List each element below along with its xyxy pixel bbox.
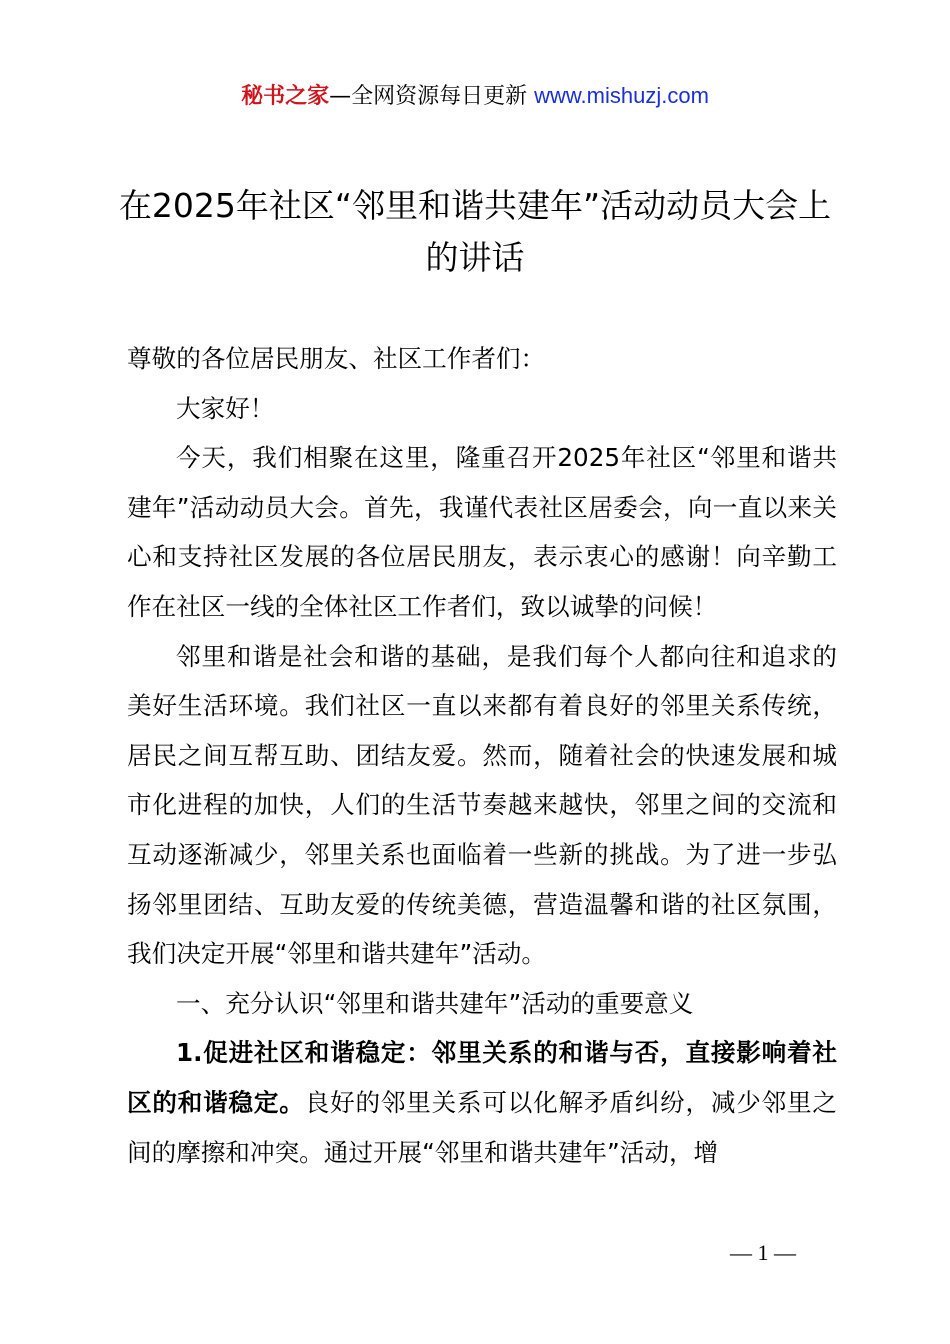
document-title: 在2025年社区“邻里和谐共建年”活动动员大会上的讲话 <box>118 186 832 277</box>
site-header <box>0 80 950 113</box>
site-url-link[interactable]: www.mishuzj.com <box>534 83 709 108</box>
site-tagline: —全网资源每日更新 <box>329 84 528 109</box>
site-brand: 秘书之家 <box>241 84 330 109</box>
point-1-paragraph <box>127 1028 837 1177</box>
document-body <box>127 334 837 1177</box>
point-1-text: 良好的邻里关系可以化解矛盾纠纷，减少邻里之间的摩擦和冲突。通过开展“邻里和谐共建年”活动，增 <box>127 1087 837 1167</box>
salutation: 尊敬的各位居民朋友、社区工作者们： <box>127 344 546 373</box>
point-1-bold-lead: 1.促进社区和谐稳定：邻里关系的和谐与否，直接影响着社区的和谐稳定。 <box>127 1038 837 1117</box>
opening-paragraph: 今天，我们相聚在这里，隆重召开2025年社区“邻里和谐共建年”活动动员大会。首先，我谨代表社区居委会，向一直以来关心和支持社区发展的各位居民朋友，表示衷心的感谢！向辛勤工作在社区一线的全体社区工作者们，致以诚挚的问候！ <box>127 443 837 621</box>
page-number: — 1 — <box>730 1240 796 1265</box>
greeting-paragraph: 大家好！ <box>176 393 275 423</box>
section-heading-1: 一、充分认识“邻里和谐共建年”活动的重要意义 <box>176 988 694 1018</box>
background-paragraph: 邻里和谐是社会和谐的基础，是我们每个人都向往和追求的美好生活环境。我们社区一直以来都有着良好的邻里关系传统，居民之间互帮互助、团结友爱。然而，随着社会的快速发展和城市化进程的加快，人们的生活节奏越来越快，邻里之间的交流和互动逐渐减少，邻里关系也面临着一些新的挑战。为了进一步弘扬邻里团结、互助友爱的传统美德，营造温馨和谐的社区氛围，我们决定开展“邻里和谐共建年”活动。 <box>127 641 837 969</box>
